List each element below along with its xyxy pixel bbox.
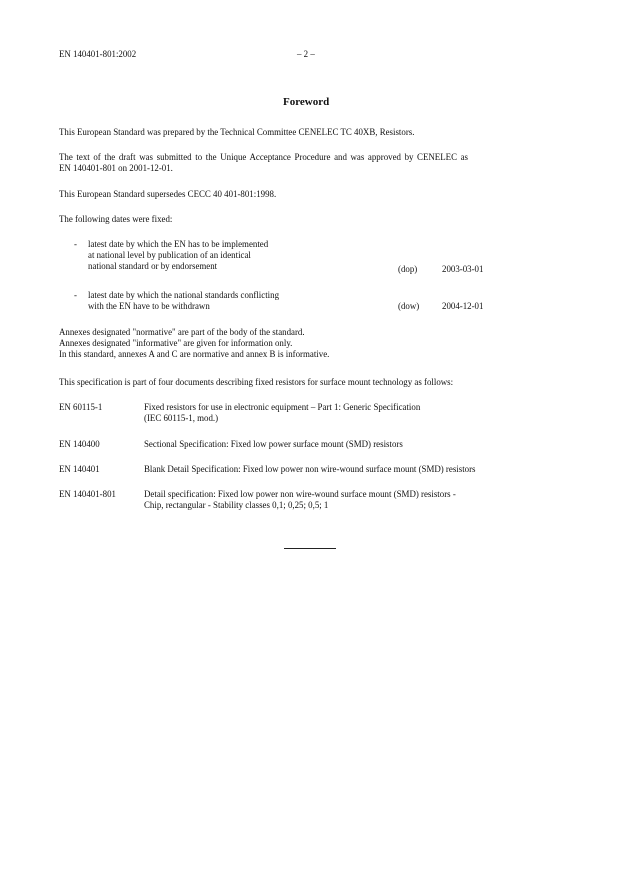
annex-notes [59, 327, 329, 360]
page-number: – 2 – [297, 49, 315, 59]
document-id: EN 140401-801:2002 [59, 49, 137, 59]
spec-line: (IEC 60115-1, mod.) [144, 413, 219, 423]
paragraph-line: EN 140401-801 on 2001-12-01. [59, 163, 173, 173]
end-rule [284, 548, 336, 549]
spec-line: Blank Detail Specification: Fixed low power non wire-wound surface mount (SMD) resistors [144, 464, 476, 474]
spec-code: EN 140401 [59, 464, 100, 474]
spec-code: EN 60115-1 [59, 402, 103, 412]
spec-code: EN 140400 [59, 439, 100, 449]
date-item-line: latest date by which the national standards conflicting [88, 290, 280, 300]
date-code: (dop) [398, 264, 418, 274]
paragraph-spec-intro: This specification is part of four documents describing fixed resistors for surface mount technology as follows: [59, 377, 454, 387]
spec-description [144, 464, 476, 475]
paragraph-draft-approval [59, 152, 468, 174]
paragraph-line: The text of the draft was submitted to the Unique Acceptance Procedure and was approved by CENELEC as [59, 152, 469, 162]
spec-line: Fixed resistors for use in electronic equipment – Part 1: Generic Specification [144, 402, 421, 412]
date-item-line: with the EN have to be withdrawn [88, 301, 210, 311]
spec-line: Sectional Specification: Fixed low power surface mount (SMD) resistors [144, 439, 403, 449]
date-item-line: at national level by publication of an identical [88, 250, 251, 260]
date-item-text [88, 239, 268, 272]
date-item-text [88, 290, 279, 312]
annex-note: In this standard, annexes A and C are normative and annex B is informative. [59, 349, 330, 359]
date-item-line: latest date by which the EN has to be implemented [88, 239, 269, 249]
paragraph-dates-intro: The following dates were fixed: [59, 214, 173, 224]
spec-description [144, 489, 456, 511]
spec-line: Chip, rectangular - Stability classes 0,1; 0,25; 0,5; 1 [144, 500, 329, 510]
spec-description [144, 402, 420, 424]
annex-note: Annexes designated "informative" are given for information only. [59, 338, 293, 348]
date-value: 2004-12-01 [442, 301, 484, 311]
paragraph-supersedes: This European Standard supersedes CECC 40 401-801:1998. [59, 189, 277, 199]
section-title: Foreword [283, 96, 330, 108]
bullet: - [74, 239, 77, 249]
date-item-line: national standard or by endorsement [88, 261, 218, 271]
annex-note: Annexes designated "normative" are part of the body of the standard. [59, 327, 305, 337]
spec-code: EN 140401-801 [59, 489, 116, 499]
spec-description [144, 439, 403, 450]
spec-line: Detail specification: Fixed low power non wire-wound surface mount (SMD) resistors - [144, 489, 456, 499]
paragraph-prepared-by: This European Standard was prepared by the Technical Committee CENELEC TC 40XB, Resistors. [59, 127, 415, 137]
date-code: (dow) [398, 301, 420, 311]
date-value: 2003-03-01 [442, 264, 484, 274]
bullet: - [74, 290, 77, 300]
